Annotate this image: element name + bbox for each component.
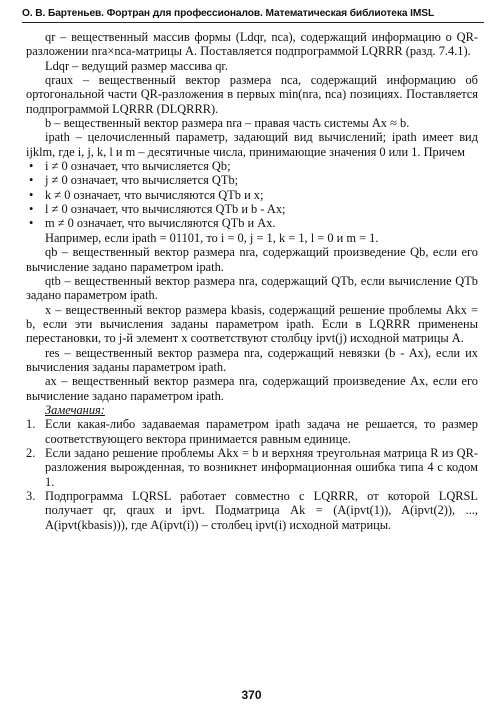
notes-list: [26, 417, 478, 532]
parameter-descriptions: [26, 30, 478, 159]
note-number: 1.: [26, 417, 36, 432]
note-number: 2.: [26, 445, 36, 460]
list-item: • m ≠ 0 означает, что вычисляются QTb и Ax.: [26, 216, 478, 230]
note-number: 3.: [26, 489, 36, 503]
paragraph: ax – вещественный вектор размера nra, содержащий произведение Ax, если его вычисление задано параметром ipath.: [26, 374, 478, 403]
paragraph: qb – вещественный вектор размера nra, содержащий произведение Qb, если его вычисление задано параметром ipath.: [26, 245, 478, 274]
note-text: Если задано решение проблемы Akx = b и верхняя треугольная матрица R из QR-разложения вырожденная, то возникнет информационная ошибка типа 4 с кодом 1.: [45, 445, 478, 489]
note-text: Если какая-либо задаваемая параметром ipath задача не решается, то размер соответствующего вектора принимается равным единице.: [45, 417, 478, 446]
list-item: • j ≠ 0 означает, что вычисляется QTb;: [26, 173, 478, 187]
page-number: 370: [241, 688, 262, 702]
paragraph: qraux – вещественный вектор размера nca, содержащий информацию об ортогональной части QR-разложения в первых min(nra, nca) позициях. Поставляется подпрограммой LQRRR (DLQRRR).: [26, 73, 478, 116]
note-text: Подпрограмма LQRSL работает совместно с LQRRR, от которой LQRSL получает qr, qraux и ipvt. Подматрица Ak = (A(ipvt(1)), A(ipvt(2)), ..., A(ipvt(kbasis))), где A(ipvt(i)) – столбец ipvt(i) исходной матрицы.: [45, 489, 478, 532]
note-item: [26, 446, 478, 489]
notes-heading: Замечания:: [45, 402, 105, 417]
list-item: • i ≠ 0 означает, что вычисляется Qb;: [26, 159, 478, 173]
list-item: • l ≠ 0 означает, что вычисляются QTb и b - Ax;: [26, 202, 478, 216]
running-header: О. В. Бартеньев. Фортран для профессионалов. Математическая библиотека IMSL: [22, 8, 484, 23]
paragraph: res – вещественный вектор размера nra, содержащий невязки (b - Ax), если их вычисления заданы параметром ipath.: [26, 345, 478, 374]
page-body: [26, 30, 478, 532]
note-item: [26, 489, 478, 532]
note-item: [26, 417, 478, 446]
paragraph: Ldqr – ведущий размер массива qr.: [45, 58, 228, 73]
ipath-bullet-list: [26, 159, 478, 231]
paragraph: Например, если ipath = 01101, то i = 0, j = 1, k = 1, l = 0 и m = 1.: [45, 230, 379, 245]
output-descriptions: [26, 231, 478, 403]
paragraph: ipath – целочисленный параметр, задающий вид вычислений; ipath имеет вид ijklm, где i, j, k, l и m – десятичные числа, принимающие значения 0 или 1. Причем: [26, 130, 478, 159]
paragraph: qtb – вещественный вектор размера nra, содержащий QTb, если вычисление QTb задано параметром ipath.: [26, 273, 478, 303]
paragraph: qr – вещественный массив формы (Ldqr, nca), содержащий информацию о QR-разложении nra×nca-матрицы A. Поставляется подпрограммой LQRRR (разд. 7.4.1).: [26, 30, 478, 59]
list-item: • k ≠ 0 означает, что вычисляются QTb и x;: [26, 188, 478, 202]
paragraph: b – вещественный вектор размера nra – правая часть системы Ax ≈ b.: [45, 116, 410, 131]
paragraph: x – вещественный вектор размера kbasis, содержащий решение проблемы Akx = b, если эти вычисления заданы параметром ipath. Если в LQRRR применены перестановки, то j-й элемент x соответствуют столбцу ipvt(j) исходной матрицы A.: [26, 302, 478, 346]
